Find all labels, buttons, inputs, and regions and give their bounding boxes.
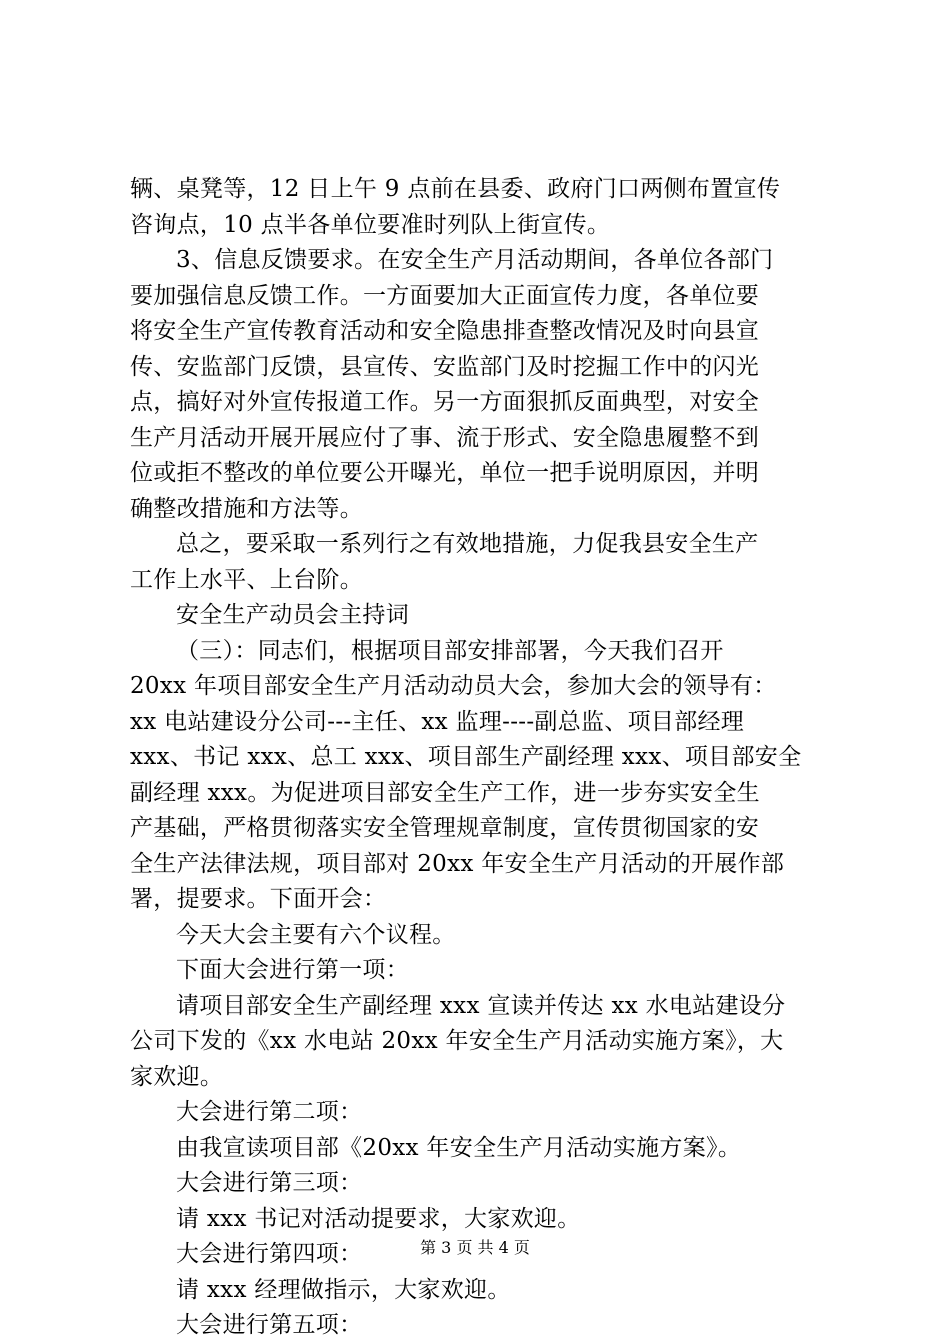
text-line: （三）：同志们，根据项目部安排部署，今天我们召开 xyxy=(176,637,724,664)
text-line: 确整改措施和方法等。 xyxy=(130,495,363,522)
text-line: 总之，要采取一系列行之有效地措施，力促我县安全生产 xyxy=(176,531,759,557)
text-line: 请 xxx 书记对活动提要求，大家欢迎。 xyxy=(176,1205,581,1232)
text-line: 大会进行第五项： xyxy=(176,1312,363,1338)
text-line: 下面大会进行第一项： xyxy=(176,957,409,983)
text-line: 署，提要求。下面开会： xyxy=(130,886,387,912)
text-line: 20xx 年项目部安全生产月活动动员大会，参加大会的领导有： xyxy=(130,673,777,699)
text-line: 位或拒不整改的单位要公开曝光，单位一把手说明原因，并明 xyxy=(130,460,760,486)
text-line: xx 电站建设分公司---主任、xx 监理----副总监、项目部经理 xyxy=(130,708,745,735)
text-line: 3、信息反馈要求。在安全生产月活动期间，各单位各部门 xyxy=(176,247,774,273)
text-line: 今天大会主要有六个议程。 xyxy=(176,921,456,948)
text-line: 公司下发的《xx 水电站 20xx 年安全生产月活动实施方案》，大 xyxy=(130,1028,784,1054)
section-heading: 安全生产动员会主持词 xyxy=(176,602,409,628)
text-line: xxx、书记 xxx、总工 xxx、项目部生产副经理 xxx、项目部安全 xyxy=(130,744,802,770)
text-line: 要加强信息反馈工作。一方面要加大正面宣传力度，各单位要 xyxy=(130,282,760,309)
text-line: 点，搞好对外宣传报道工作。另一方面狠抓反面典型，对安全 xyxy=(130,389,760,415)
text-line: 生产月活动开展开展应付了事、流于形式、安全隐患履整不到 xyxy=(130,424,760,451)
text-line: 将安全生产宣传教育活动和安全隐患排查整改情况及时向县宣 xyxy=(130,318,760,344)
text-line: 全生产法律法规，项目部对 20xx 年安全生产月活动的开展作部 xyxy=(130,850,785,877)
text-line: 副经理 xxx。为促进项目部安全生产工作，进一步夯实安全生 xyxy=(130,779,760,806)
text-line: 咨询点，10 点半各单位要准时列队上街宣传。 xyxy=(130,211,611,238)
text-line: 请项目部安全生产副经理 xxx 宣读并传达 xx 水电站建设分 xyxy=(176,992,786,1019)
text-line: 由我宣读项目部《20xx 年安全生产月活动实施方案》。 xyxy=(176,1134,742,1161)
text-line: 辆、桌凳等，12 日上午 9 点前在县委、政府门口两侧布置宣传 xyxy=(130,176,781,202)
text-line: 家欢迎。 xyxy=(130,1063,224,1090)
page-footer xyxy=(0,1237,950,1259)
text-line: 产基础，严格贯彻落实安全管理规章制度，宣传贯彻国家的安 xyxy=(130,815,760,841)
page-number: 第 3 页 共 4 页 xyxy=(420,1238,530,1257)
text-line: 大会进行第四项： xyxy=(176,1241,363,1267)
text-line: 请 xxx 经理做指示，大家欢迎。 xyxy=(176,1276,511,1303)
text-line: 大会进行第二项： xyxy=(176,1099,363,1125)
document-body xyxy=(130,172,830,1344)
text-line: 传、安监部门反馈，县宣传、安监部门及时挖掘工作中的闪光 xyxy=(130,353,760,380)
text-line: 工作上水平、上台阶。 xyxy=(130,566,363,593)
text-line: 大会进行第三项： xyxy=(176,1170,363,1196)
